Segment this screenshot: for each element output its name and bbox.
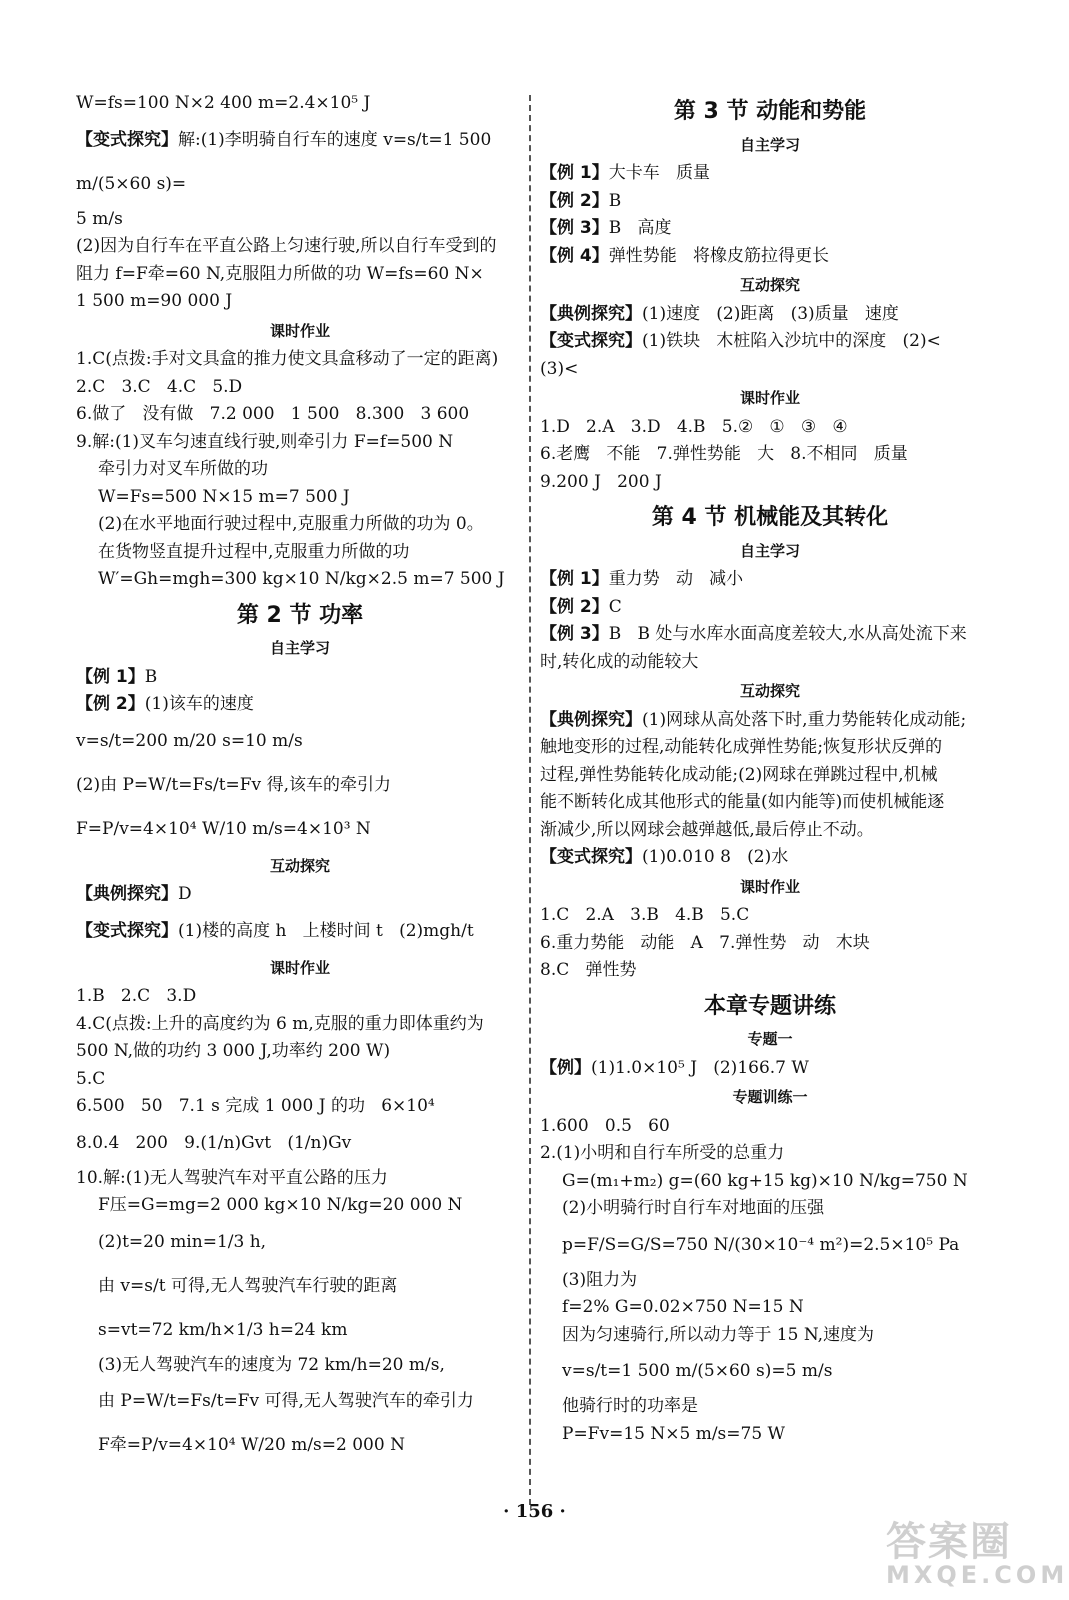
- answer-text: 解:(1)李明骑自行车的速度 v=s/t=1 500 m/(5×60 s)=: [76, 129, 497, 194]
- text-line: [76, 118, 524, 206]
- answer-text: B: [144, 666, 158, 687]
- text-line: 渐减少,所以网球会越弹越低,最后停止不动。: [540, 819, 874, 840]
- answer-tag: 【例 4】: [540, 245, 609, 266]
- text-line: 他骑行时的功率是: [562, 1396, 698, 1416]
- answer-tag: 【变式探究】: [540, 331, 642, 351]
- left-column: [76, 90, 524, 1467]
- text-line: [540, 594, 1000, 622]
- answer-text: 弹性势能 将橡皮筋拉得更长: [608, 245, 829, 266]
- answer-tag: 【例 2】: [540, 190, 609, 211]
- text-line: 6.500 50 7.1 s 完成 1 000 J 的功 6×10⁴: [76, 1096, 435, 1116]
- text-line: 5 m/s: [76, 208, 123, 229]
- text-line: [540, 301, 1000, 329]
- text-line: 6.做了 没有做 7.2 000 1 500 8.300 3 600: [76, 404, 470, 424]
- answer-text: D: [178, 884, 192, 904]
- answer-tag: 【变式探究】: [76, 920, 178, 941]
- text-line: (2)在水平地面行驶过程中,克服重力所做的功为 0。: [98, 514, 484, 534]
- text-line: 时,转化成的动能较大: [540, 651, 699, 672]
- answer-text: 重力势 动 减小: [608, 569, 744, 589]
- text-line: 触地变形的过程,动能转化成弹性势能;恢复形状反弹的: [540, 737, 943, 757]
- text-line: (2)因为自行车在平直公路上匀速行驶,所以自行车受到的: [76, 236, 497, 256]
- answer-tag: 【例 3】: [540, 218, 609, 238]
- text-line: 在货物竖直提升过程中,克服重力所做的功: [98, 541, 410, 562]
- section-title: 本章专题讲练: [703, 993, 836, 1019]
- text-line: [540, 844, 1000, 872]
- text-line: 6.重力势能 动能 A 7.弹性势 动 木块: [540, 932, 870, 953]
- answer-tag: 【例 1】: [540, 163, 609, 183]
- answer-tag: 【例 2】: [540, 596, 609, 617]
- answer-text: (1)楼的高度 h 上楼时间 t (2)mgh/t: [178, 920, 474, 941]
- answer-tag: 【典例探究】: [540, 709, 642, 730]
- formula-line: 由 v=s/t 可得,无人驾驶汽车行驶的距离: [98, 1275, 398, 1296]
- text-line: 9.200 J 200 J: [540, 471, 662, 492]
- text-line: 因为匀速骑行,所以动力等于 15 N,速度为: [562, 1324, 875, 1345]
- section-title: 第 3 节 动能和势能: [673, 99, 867, 124]
- text-line: 6.老鹰 不能 7.弹性势能 大 8.不相同 质量: [540, 444, 908, 464]
- watermark-logo: [886, 1510, 1069, 1590]
- answer-text: B 高度: [608, 218, 672, 238]
- text-line: [76, 909, 524, 953]
- text-line: 8.C 弹性势: [540, 960, 637, 980]
- subheading: 课时作业: [269, 958, 330, 977]
- text-line: [540, 566, 1000, 594]
- answer-text: (1)铁块 木桩陷入沙坑中的深度 (2)<: [642, 331, 941, 351]
- formula-line: F=P/v=4×10⁴ W/10 m/s=4×10³ N: [76, 818, 371, 839]
- text-line: 1.C(点拨:手对文具盒的推力使文具盒移动了一定的距离): [76, 349, 499, 369]
- formula-line: G=(m₁+m₂) g=(60 kg+15 kg)×10 N/kg=750 N: [562, 1170, 968, 1191]
- text-line: 10.解:(1)无人驾驶汽车对平直公路的压力: [76, 1167, 388, 1188]
- watermark-url: MXQE.COM: [886, 1561, 1069, 1589]
- text-line: [540, 621, 1000, 649]
- text-line: 4.C(点拨:上升的高度约为 6 m,克服的重力即体重约为: [76, 1013, 484, 1034]
- subheading: 课时作业: [739, 389, 800, 407]
- subheading: 互动探究: [269, 856, 330, 875]
- subheading: 课时作业: [739, 877, 800, 896]
- text-line: [540, 328, 1000, 356]
- answer-text: (1)该车的速度: [144, 694, 254, 714]
- section-title: 第 4 节 机械能及其转化: [651, 505, 889, 530]
- subheading: 自主学习: [269, 639, 330, 657]
- formula-line: (2)由 P=W/t=Fs/t=Fv 得,该车的牵引力: [76, 774, 391, 795]
- subheading: 课时作业: [269, 321, 330, 340]
- text-line: [540, 215, 1000, 243]
- text-line: 9.解:(1)叉车匀速直线行驶,则牵引力 F=f=500 N: [76, 431, 454, 452]
- text-line: 阻力 f=F牵=60 N,克服阻力所做的功 W=fs=60 N×: [76, 263, 484, 284]
- answer-tag: 【例 2】: [76, 694, 145, 714]
- answer-text: (1)1.0×10⁵ J (2)166.7 W: [591, 1057, 809, 1078]
- answer-text: B: [608, 190, 622, 211]
- formula-line: p=F/S=G/S=750 N/(30×10⁻⁴ m²)=2.5×10⁵ Pa: [562, 1234, 960, 1255]
- subheading: 自主学习: [739, 135, 800, 154]
- formula-line: v=s/t=200 m/20 s=10 m/s: [76, 730, 303, 751]
- formula-line: F牵=P/v=4×10⁴ W/20 m/s=2 000 N: [98, 1435, 405, 1455]
- subheading: 自主学习: [739, 541, 800, 560]
- watermark-title: 答案圈: [886, 1519, 1012, 1565]
- formula-line: f=2% G=0.02×750 N=15 N: [562, 1297, 804, 1317]
- subheading: 互动探究: [739, 682, 800, 700]
- answer-text: (1)0.010 8 (2)水: [642, 847, 789, 867]
- answer-text: B B 处与水库水面高度差较大,水从高处流下来: [608, 624, 967, 644]
- answer-tag: 【例 3】: [540, 624, 609, 644]
- answer-tag: 【典例探究】: [540, 303, 642, 324]
- text-line: 2.C 3.C 4.C 5.D: [76, 376, 243, 397]
- answer-text: C: [608, 596, 622, 617]
- subheading: 专题训练一: [732, 1088, 808, 1106]
- text-line: W=fs=100 N×2 400 m=2.4×10⁵ J: [76, 93, 371, 113]
- text-line: 5.C: [76, 1068, 106, 1089]
- formula-line: 8.0.4 200 9.(1/n)Gvt (1/n)Gv: [76, 1132, 352, 1153]
- text-line: [76, 881, 524, 909]
- text-line: 1 500 m=90 000 J: [76, 291, 233, 311]
- text-line: 过程,弹性势能转化成动能;(2)网球在弹跳过程中,机械: [540, 764, 938, 785]
- text-line: [540, 188, 1000, 216]
- formula-line: v=s/t=1 500 m/(5×60 s)=5 m/s: [562, 1361, 833, 1381]
- subheading: 专题一: [747, 1030, 793, 1048]
- answer-tag: 【变式探究】: [76, 129, 178, 150]
- answer-text: (1)网球从高处落下时,重力势能转化成动能;: [642, 709, 967, 730]
- text-line: W=Fs=500 N×15 m=7 500 J: [98, 486, 350, 507]
- text-line: [540, 1055, 1000, 1083]
- answer-tag: 【例 1】: [540, 569, 609, 589]
- text-line: (2)小明骑行时自行车对地面的压强: [562, 1198, 825, 1218]
- text-line: (3)无人驾驶汽车的速度为 72 km/h=20 m/s,: [98, 1354, 445, 1375]
- answer-text: (1)速度 (2)距离 (3)质量 速度: [642, 303, 899, 324]
- section-title: 第 2 节 功率: [236, 602, 364, 628]
- formula-line: P=Fv=15 N×5 m/s=75 W: [562, 1423, 786, 1444]
- answer-tag: 【例】: [540, 1057, 591, 1078]
- text-line: 1.600 0.5 60: [540, 1115, 670, 1136]
- text-line: (3)阻力为: [562, 1269, 638, 1290]
- answer-text: 大卡车 质量: [608, 163, 710, 183]
- formula-line: (2)t=20 min=1/3 h,: [98, 1231, 267, 1252]
- text-line: 能不断转化成其他形式的能量(如内能等)而使机械能逐: [540, 792, 945, 812]
- text-line: [76, 664, 524, 692]
- page-number: · 156 ·: [503, 1501, 566, 1522]
- answer-tag: 【例 1】: [76, 666, 145, 687]
- text-line: 1.C 2.A 3.B 4.B 5.C: [540, 905, 750, 925]
- text-line: 1.B 2.C 3.D: [76, 986, 197, 1006]
- right-column: [540, 90, 1000, 1448]
- formula-line: 由 P=W/t=Fs/t=Fv 可得,无人驾驶汽车的牵引力: [98, 1391, 474, 1411]
- text-line: [76, 691, 524, 719]
- formula-line: F压=G=mg=2 000 kg×10 N/kg=20 000 N: [98, 1195, 463, 1215]
- text-line: [540, 160, 1000, 188]
- text-line: 牵引力对叉车所做的功: [98, 459, 268, 479]
- answer-tag: 【变式探究】: [540, 847, 642, 867]
- text-line: 1.D 2.A 3.D 4.B 5.② ① ③ ④: [540, 416, 848, 437]
- subheading: 互动探究: [739, 276, 800, 294]
- text-line: (3)<: [540, 358, 579, 379]
- text-line: W′=Gh=mgh=300 kg×10 N/kg×2.5 m=7 500 J: [98, 569, 505, 589]
- text-line: [540, 707, 1000, 735]
- formula-line: s=vt=72 km/h×1/3 h=24 km: [98, 1319, 348, 1340]
- text-line: 500 N,做的功约 3 000 J,功率约 200 W): [76, 1041, 391, 1061]
- column-divider: [529, 95, 531, 1505]
- text-line: 2.(1)小明和自行车所受的总重力: [540, 1143, 785, 1163]
- answer-tag: 【典例探究】: [76, 884, 178, 904]
- text-line: [540, 243, 1000, 271]
